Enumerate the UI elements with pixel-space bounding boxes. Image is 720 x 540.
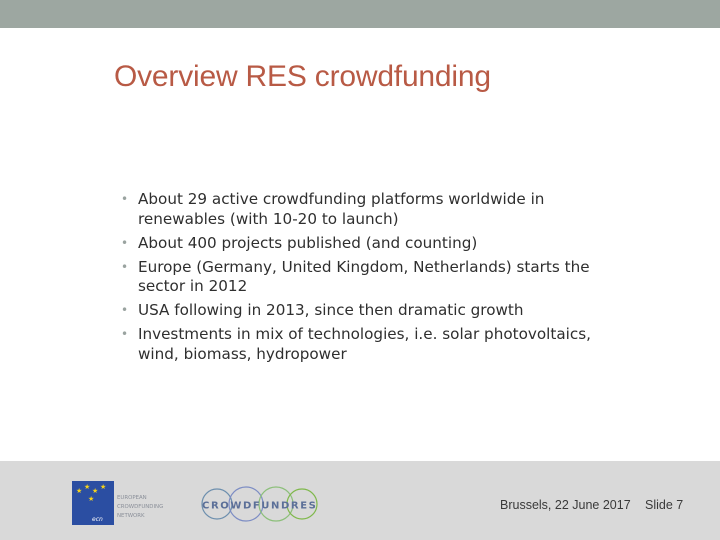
svg-text:★: ★ xyxy=(88,495,95,503)
footer-date: Brussels, 22 June 2017 xyxy=(500,498,631,512)
crowdfundres-logo xyxy=(198,484,324,524)
european-crowdfunding-network-logo xyxy=(72,481,174,525)
slide-title: Overview RES crowdfunding xyxy=(114,60,491,93)
bullet-text: About 400 projects published (and counting) xyxy=(138,233,478,252)
bullet-item xyxy=(120,301,620,321)
bullet-item xyxy=(120,234,620,254)
top-bar xyxy=(0,0,720,28)
bullet-dot-icon: • xyxy=(121,327,129,341)
bullet-item xyxy=(120,258,620,297)
svg-text:★: ★ xyxy=(76,487,83,495)
svg-text:CROWDFUNDING: CROWDFUNDING xyxy=(117,504,164,510)
bullet-dot-icon: • xyxy=(121,259,129,274)
svg-text:ecn: ecn xyxy=(92,516,103,523)
svg-text:★: ★ xyxy=(84,483,91,491)
bullet-text: USA following in 2013, since then dramatic growth xyxy=(138,301,524,319)
svg-text:NETWORK: NETWORK xyxy=(117,513,145,519)
bullet-dot-icon: • xyxy=(121,192,129,206)
svg-text:CROWDFUNDRES: CROWDFUNDRES xyxy=(202,500,318,512)
svg-text:EUROPEAN: EUROPEAN xyxy=(117,495,147,501)
bullet-item xyxy=(120,325,620,364)
bullet-list xyxy=(120,190,620,369)
bullet-item xyxy=(120,190,620,229)
bullet-dot-icon: • xyxy=(121,303,129,317)
bullet-dot-icon: • xyxy=(121,235,129,250)
slide-number: Slide 7 xyxy=(645,498,684,512)
bullet-text: About 29 active crowdfunding platforms worldwide in renewables (with 10-20 to launch) xyxy=(138,190,545,228)
bullet-text: Europe (Germany, United Kingdom, Netherlands) starts the sector in 2012 xyxy=(138,257,590,295)
svg-text:★: ★ xyxy=(92,487,99,495)
bullet-text: Investments in mix of technologies, i.e. solar photovoltaics, wind, biomass, hydropower xyxy=(138,325,591,363)
svg-text:★: ★ xyxy=(100,483,107,491)
